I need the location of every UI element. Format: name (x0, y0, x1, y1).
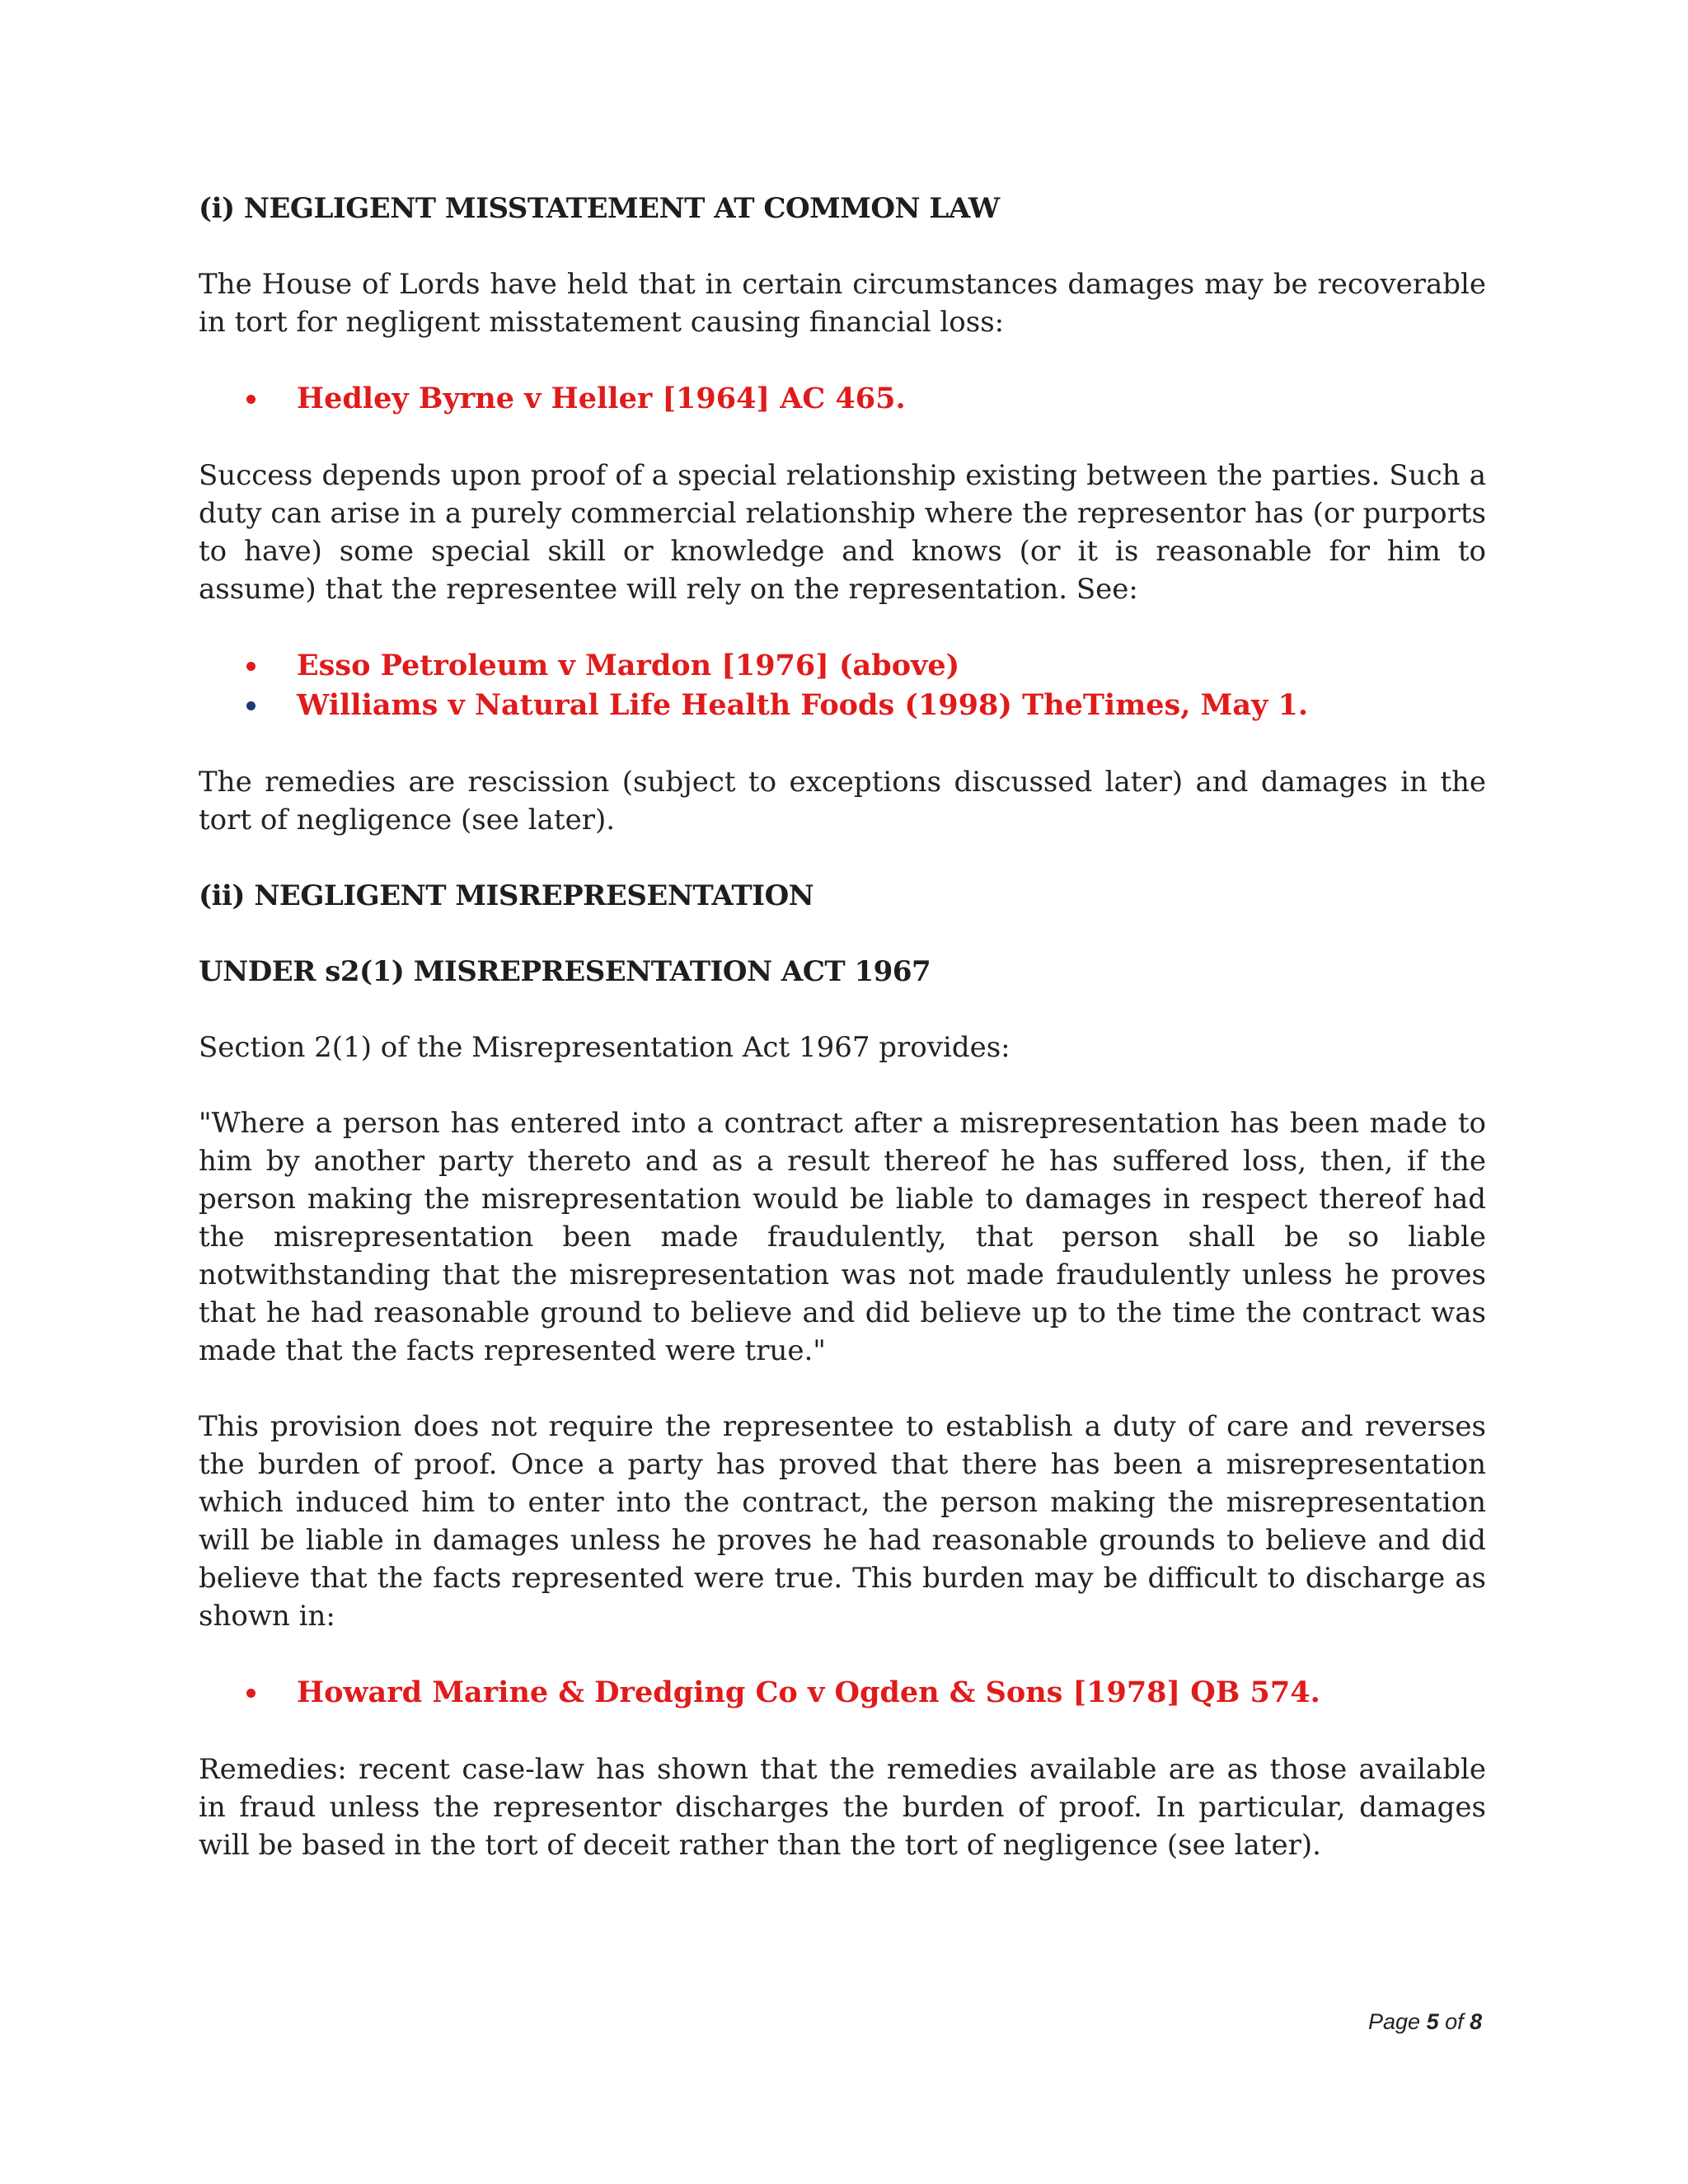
case-list (199, 379, 1486, 419)
case-citation-text: Esso Petroleum v Mardon [1976] (above) (297, 649, 960, 682)
bullet-icon (246, 662, 256, 671)
case-citation-text: Howard Marine & Dredging Co v Ogden & Sons [1978] QB 574. (297, 1675, 1320, 1709)
bullet-icon (246, 701, 256, 710)
total-page-count: 8 (1470, 2009, 1483, 2034)
section-heading-negligent-misstatement: (i) NEGLIGENT MISSTATEMENT AT COMMON LAW (199, 192, 1000, 225)
case-citation (199, 379, 1486, 419)
page-number-footer (1368, 2009, 1482, 2035)
paragraph: Remedies: recent case-law has shown that the remedies available are as those available in fraud unless the representor discharges the burden of proof. In particular, damages will be based in the tort of deceit rather than the tort of negligence (see later). (199, 1753, 1486, 1862)
current-page-number: 5 (1426, 2009, 1439, 2034)
paragraph: The House of Lords have held that in certain circumstances damages may be recoverable in tort for negligent misstatement causing financial loss: (199, 268, 1486, 339)
paragraph: Success depends upon proof of a special relationship existing between the parties. Such a duty can arise in a purely commercial relationship where the representor has (or purports to have) some special skill or knowledge and knows (or it is reasonable for him to assume) that the representee will rely on the representation. See: (199, 459, 1486, 606)
page-of-label: of (1445, 2009, 1464, 2034)
case-citation (199, 646, 1486, 686)
case-list (199, 646, 1486, 725)
case-list (199, 1673, 1486, 1713)
statute-quote: "Where a person has entered into a contract after a misrepresentation has been made to him by another party thereto and as a result thereof he has suffered loss, then, if the person making the misrepresentation would be liable to damages in respect thereof had the misrepresentation been made fraudulently, that person shall be so liable notwithstanding that the misrepresentation was not made fraudulently unless he proves that he had reasonable ground to believe and did believe up to the time the contract was made that the facts represented were true." (199, 1107, 1486, 1367)
paragraph: Section 2(1) of the Misrepresentation Act 1967 provides: (199, 1031, 1010, 1064)
bullet-icon (246, 1689, 256, 1698)
document-page (199, 190, 1486, 1864)
case-citation-text: Hedley Byrne v Heller [1964] AC 465. (297, 382, 906, 415)
case-citation (199, 1673, 1486, 1713)
case-citation-text: Williams v Natural Life Health Foods (1998) TheTimes, May 1. (297, 688, 1309, 722)
paragraph: This provision does not require the representee to establish a duty of care and reverses the burden of proof. Once a party has proved that there has been a misrepresentation which induced him to enter into the contract, the person making the misrepresentation will be liable in damages unless he proves he had reasonable grounds to believe and did believe that the facts represented were true. This burden may be difficult to discharge as shown in: (199, 1410, 1486, 1633)
bullet-icon (246, 395, 256, 404)
case-citation (199, 686, 1486, 725)
section-subheading: UNDER s2(1) MISREPRESENTATION ACT 1967 (199, 955, 931, 988)
page-label: Page (1368, 2009, 1421, 2034)
paragraph: The remedies are rescission (subject to exceptions discussed later) and damages in the tort of negligence (see later). (199, 766, 1486, 837)
section-heading-negligent-misrepresentation: (ii) NEGLIGENT MISREPRESENTATION (199, 879, 814, 912)
